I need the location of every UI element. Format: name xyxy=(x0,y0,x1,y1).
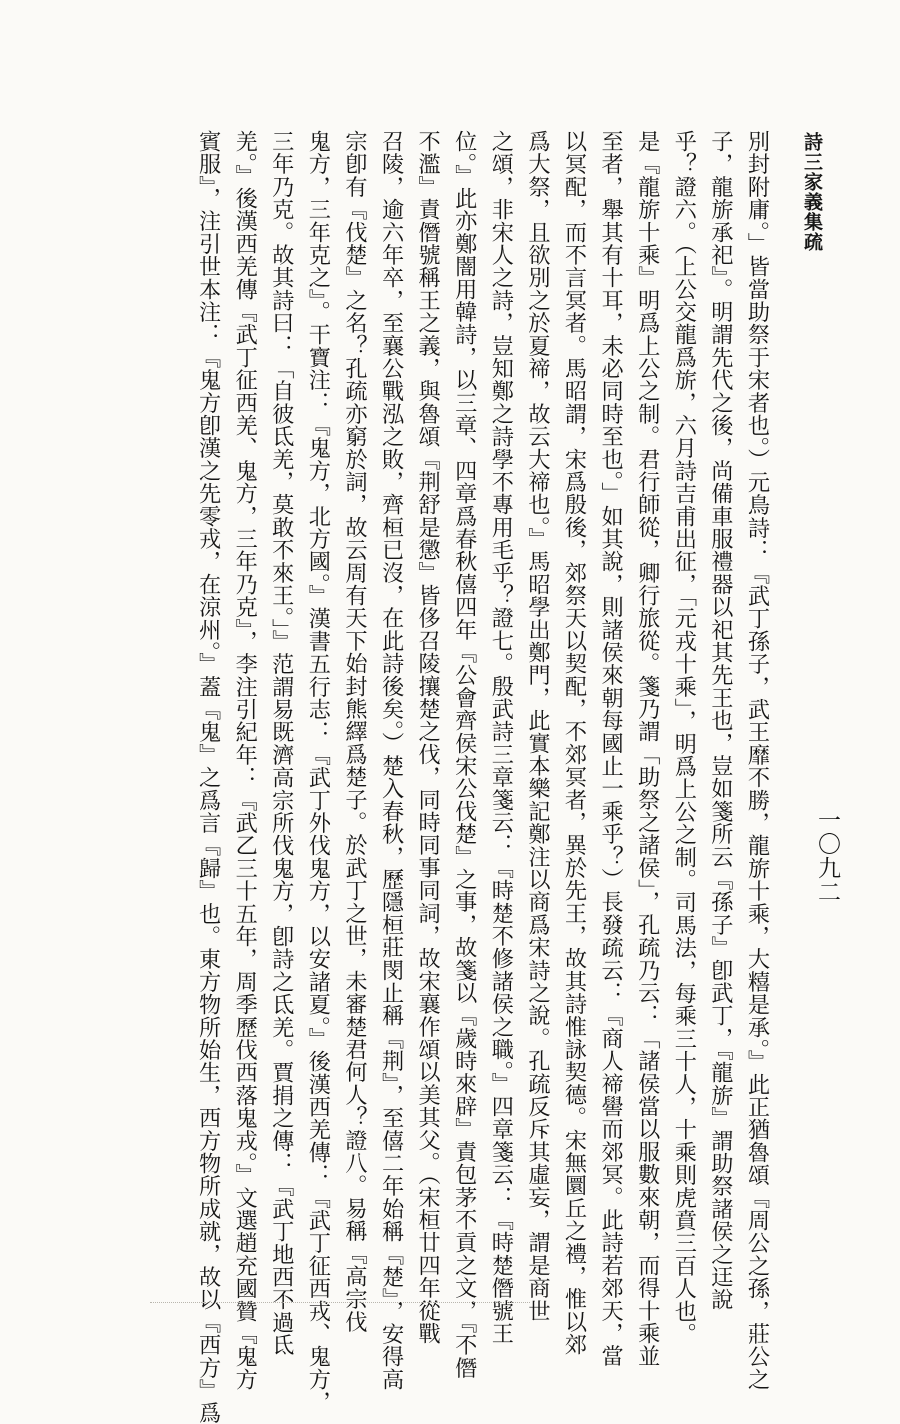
text-column: 是『龍旂十乘』明爲上公之制。君行師從，卿行旅從。箋乃謂「助祭之諸侯」，孔疏乃云：「諸侯當以服數來朝，而得十乘並 xyxy=(634,130,661,1368)
text-column: 乎？證六。（上公交龍爲旂，六月詩吉甫出征，「元戎十乘」，明爲上公之制。司馬法，每乘三十人，十乘則虎賁三百人也。 xyxy=(670,130,697,1346)
text-column: 召陵，逾六年卒，至襄公戰泓之敗，齊桓已沒，在此詩後矣。）楚入春秋，歷隱桓莊閔止稱『荆』，至僖二年始稱『楚』，安得高 xyxy=(378,130,405,1391)
text-column: 別封附庸。」皆當助祭于宋者也。）元鳥詩：『武丁孫子，武王靡不勝，龍旂十乘，大糦是承。』此正猶魯頌『周公之孫，莊公之 xyxy=(744,130,770,1391)
text-column: 之頌，非宋人之詩，豈知鄭之詩學不專用毛乎？證七。殷武詩三章箋云：『時楚不修諸侯之職。』四章箋云：『時楚僭號王 xyxy=(487,130,514,1345)
text-column: 鬼方，三年克之』。干寶注：『鬼方，北方國。』漢書五行志：『武丁外伐鬼方，以安諸夏。』後漢西羌傳：『武丁征西戎、鬼方， xyxy=(304,130,331,1414)
text-column: 三年乃克。故其詩曰：「自彼氐羌，莫敢不來王。」』范謂易既濟高宗所伐鬼方，卽詩之氐羌。賈捐之傳：『武丁地西不過氐 xyxy=(268,130,295,1357)
text-column: 宗卽有『伐楚』之名？孔疏亦窮於詞，故云周有天下始封熊繹爲楚子。於武丁之世，未審楚君何人？證八。易稱『高宗伐 xyxy=(341,130,368,1334)
text-column: 賓服』，注引世本注：『鬼方卽漢之先零戎，在涼州。』蓋『鬼』之爲言『歸』也。東方物所始生，西方物所成就，故以『西方』爲 xyxy=(195,130,222,1424)
running-title: 詩三家義集疏 xyxy=(801,132,823,252)
page-number: 一〇九二 xyxy=(814,808,840,904)
text-column: 羌。』後漢西羌傳『武丁征西羌、鬼方，三年乃克』，李注引紀年：『武乙三十五年，周季歷伐西落鬼戎。』文選趙充國贊『鬼方 xyxy=(231,130,258,1391)
text-column: 子，龍旂承祀』。明謂先代之後，尚備車服禮器以祀其先王也，豈如箋所云『孫子』卽武丁，『龍旂』謂助祭諸侯之迋說 xyxy=(707,130,734,1311)
text-column: 位。』此亦鄭闇用韓詩，以三章、四章爲春秋僖四年『公會齊侯宋公伐楚』之事，故箋以『歲時來辟』責包茅不貢之文，『不僭 xyxy=(451,130,478,1379)
scan-edge-mark xyxy=(150,1302,530,1303)
text-column: 至者，舉其有十耳，未必同時至也。」如其說，則諸侯來朝每國止一乘乎？）長發疏云：『商人禘嚳而郊冥。此詩若郊天，當 xyxy=(597,130,624,1368)
text-column: 不濫』責僭號稱王之義，與魯頌『荆舒是懲』皆侈召陵攘楚之伐，同時同事同詞，故宋襄作頌以美其父。（宋桓廿四年從戰 xyxy=(414,130,441,1345)
text-column: 以冥配，而不言冥者。馬昭謂，宋爲殷後，郊祭天以契配，不郊冥者，異於先王，故其詩惟詠契德。宋無圜丘之禮，惟以郊 xyxy=(561,130,588,1356)
text-column: 爲大祭，且欲別之於夏禘，故云大禘也。』馬昭學出鄭門，此實本樂記鄭注以商爲宋詩之說。孔疏反斥其虛妄，謂是商世 xyxy=(524,130,551,1322)
body-text xyxy=(110,130,775,1424)
